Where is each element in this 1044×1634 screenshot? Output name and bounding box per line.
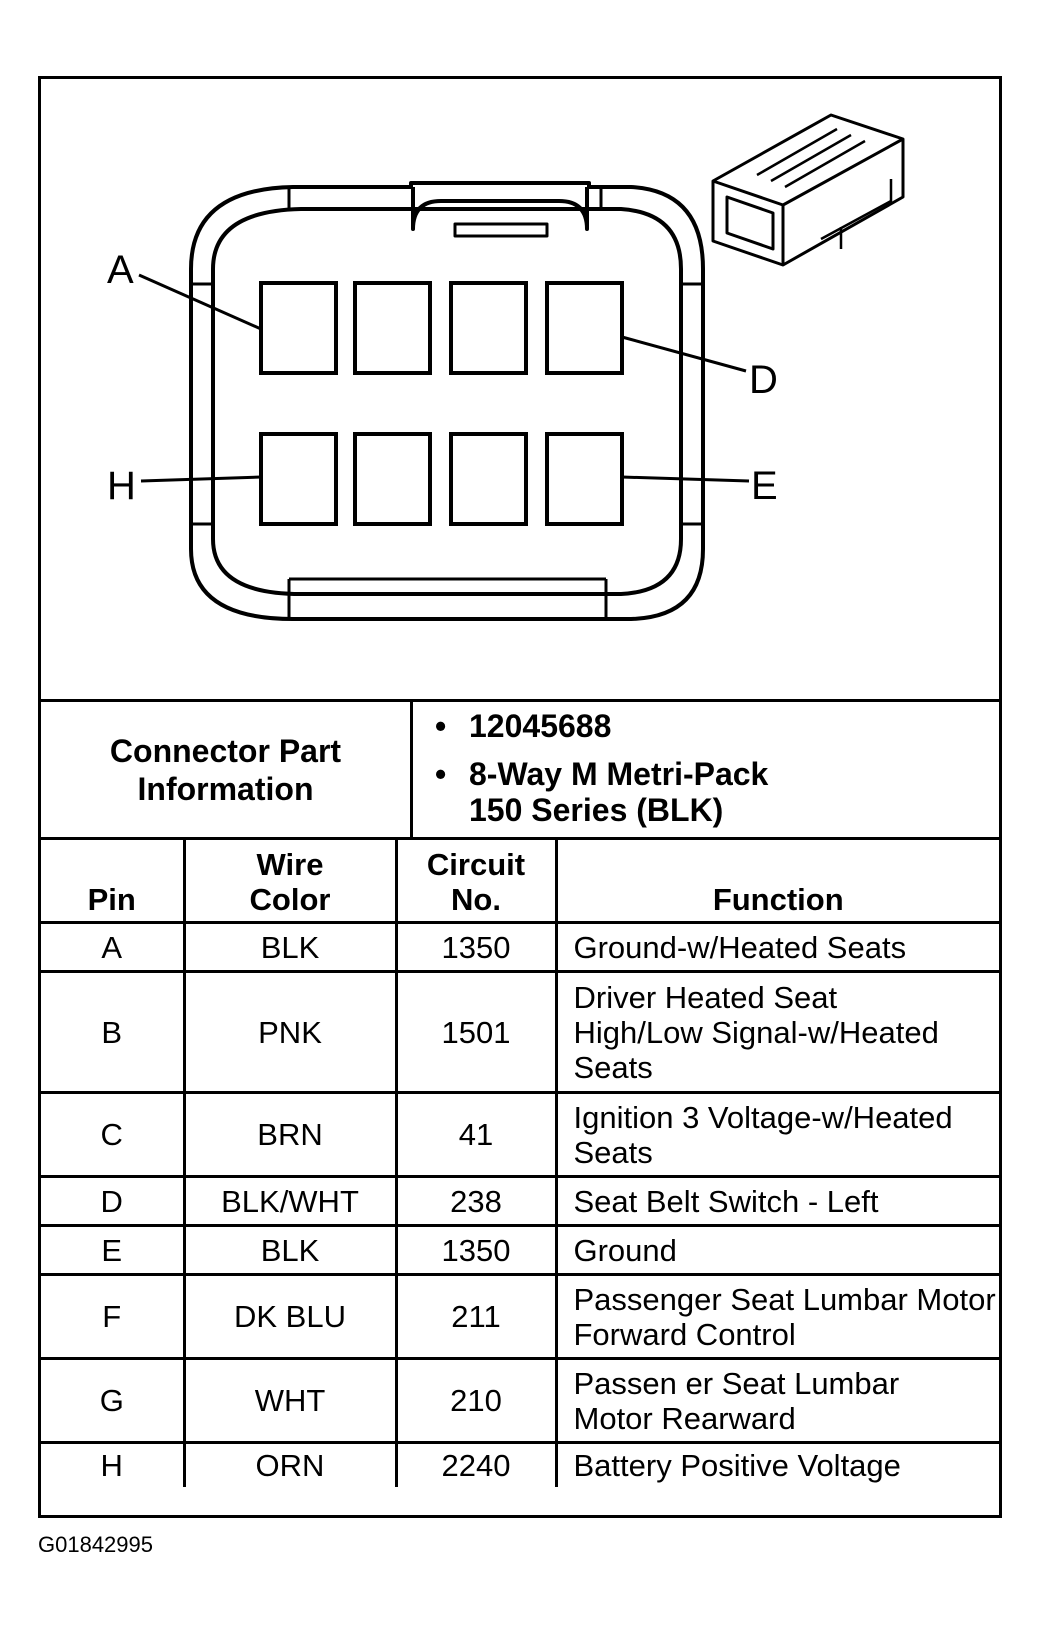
- circuit-cell: 1501: [396, 972, 556, 1093]
- pin-cavity-d: [547, 283, 622, 373]
- wire-color-cell: PNK: [184, 972, 396, 1093]
- circuit-cell: 238: [396, 1177, 556, 1226]
- pin-cavity-b: [355, 283, 430, 373]
- connector-skirt: [289, 579, 606, 619]
- header-circuit-no: Circuit No.: [396, 839, 556, 923]
- wire-color-cell: BLK: [184, 923, 396, 972]
- pin-cell: B: [41, 972, 184, 1093]
- wire-color-cell: BRN: [184, 1093, 396, 1177]
- table-row: [41, 1443, 999, 1487]
- table-row: [41, 1093, 999, 1177]
- pin-cell: D: [41, 1177, 184, 1226]
- table-row: [41, 923, 999, 972]
- circuit-cell: 41: [396, 1093, 556, 1177]
- function-cell: Passen er Seat Lumbar Motor Rearward: [556, 1359, 999, 1443]
- connector-part-info: [41, 699, 999, 837]
- connector-housing-outer: [191, 183, 703, 619]
- part-info-label: Connector Part Information: [41, 702, 413, 837]
- circuit-cell: 211: [396, 1275, 556, 1359]
- function-cell: Ground-w/Heated Seats: [556, 923, 999, 972]
- pin-label-h: H: [107, 464, 136, 508]
- connector-rail: [289, 187, 601, 209]
- function-cell: Driver Heated Seat High/Low Signal-w/Heated Seats: [556, 972, 999, 1093]
- leader-line-d: [622, 337, 746, 371]
- connector-lug-right: [681, 284, 703, 524]
- connector-face-diagram: [41, 79, 999, 699]
- figure-id: G01842995: [38, 1532, 153, 1557]
- pin-cell: E: [41, 1226, 184, 1275]
- pin-cell: F: [41, 1275, 184, 1359]
- part-number: • 12045688: [469, 708, 999, 744]
- function-cell: Ignition 3 Voltage-w/Heated Seats: [556, 1093, 999, 1177]
- header-function: Function: [556, 839, 999, 923]
- circuit-cell: 210: [396, 1359, 556, 1443]
- part-info-values: [413, 702, 999, 837]
- pin-cell: C: [41, 1093, 184, 1177]
- pin-label-d: D: [749, 358, 778, 402]
- connector-latch-tab: [455, 224, 547, 236]
- wire-color-cell: ORN: [184, 1443, 396, 1487]
- pin-cavity-c: [451, 283, 526, 373]
- pin-cavity-g: [355, 434, 430, 524]
- leader-line-h: [141, 477, 261, 481]
- function-cell: Battery Positive Voltage: [556, 1443, 999, 1487]
- pin-label-a: A: [107, 248, 134, 292]
- table-row: [41, 1359, 999, 1443]
- function-cell: Ground: [556, 1226, 999, 1275]
- connector-lug-left: [191, 284, 213, 524]
- pin-table: [41, 837, 999, 1487]
- wire-color-cell: WHT: [184, 1359, 396, 1443]
- circuit-cell: 1350: [396, 1226, 556, 1275]
- connector-description: • 8-Way M Metri-Pack 150 Series (BLK): [469, 756, 809, 828]
- header-pin: Pin: [41, 839, 184, 923]
- pin-cavity-e: [547, 434, 622, 524]
- function-cell: Passenger Seat Lumbar Motor Forward Control: [556, 1275, 999, 1359]
- pin-cavity-h: [261, 434, 336, 524]
- connector-figure: [38, 76, 1002, 1518]
- table-row: [41, 1226, 999, 1275]
- wire-color-cell: BLK: [184, 1226, 396, 1275]
- connector-housing-inner: [213, 209, 681, 594]
- circuit-cell: 1350: [396, 923, 556, 972]
- pin-cell: A: [41, 923, 184, 972]
- function-cell: Seat Belt Switch - Left: [556, 1177, 999, 1226]
- pin-label-e: E: [751, 464, 778, 508]
- pin-cavity-f: [451, 434, 526, 524]
- leader-line-e: [622, 477, 749, 481]
- table-row: [41, 972, 999, 1093]
- header-wire-color: Wire Color: [184, 839, 396, 923]
- wire-color-cell: BLK/WHT: [184, 1177, 396, 1226]
- pin-cell: G: [41, 1359, 184, 1443]
- wire-color-cell: DK BLU: [184, 1275, 396, 1359]
- table-row: [41, 1177, 999, 1226]
- circuit-cell: 2240: [396, 1443, 556, 1487]
- connector-isometric-icon: [713, 115, 903, 265]
- pin-cavity-a: [261, 283, 336, 373]
- table-row: [41, 1275, 999, 1359]
- pin-cell: H: [41, 1443, 184, 1487]
